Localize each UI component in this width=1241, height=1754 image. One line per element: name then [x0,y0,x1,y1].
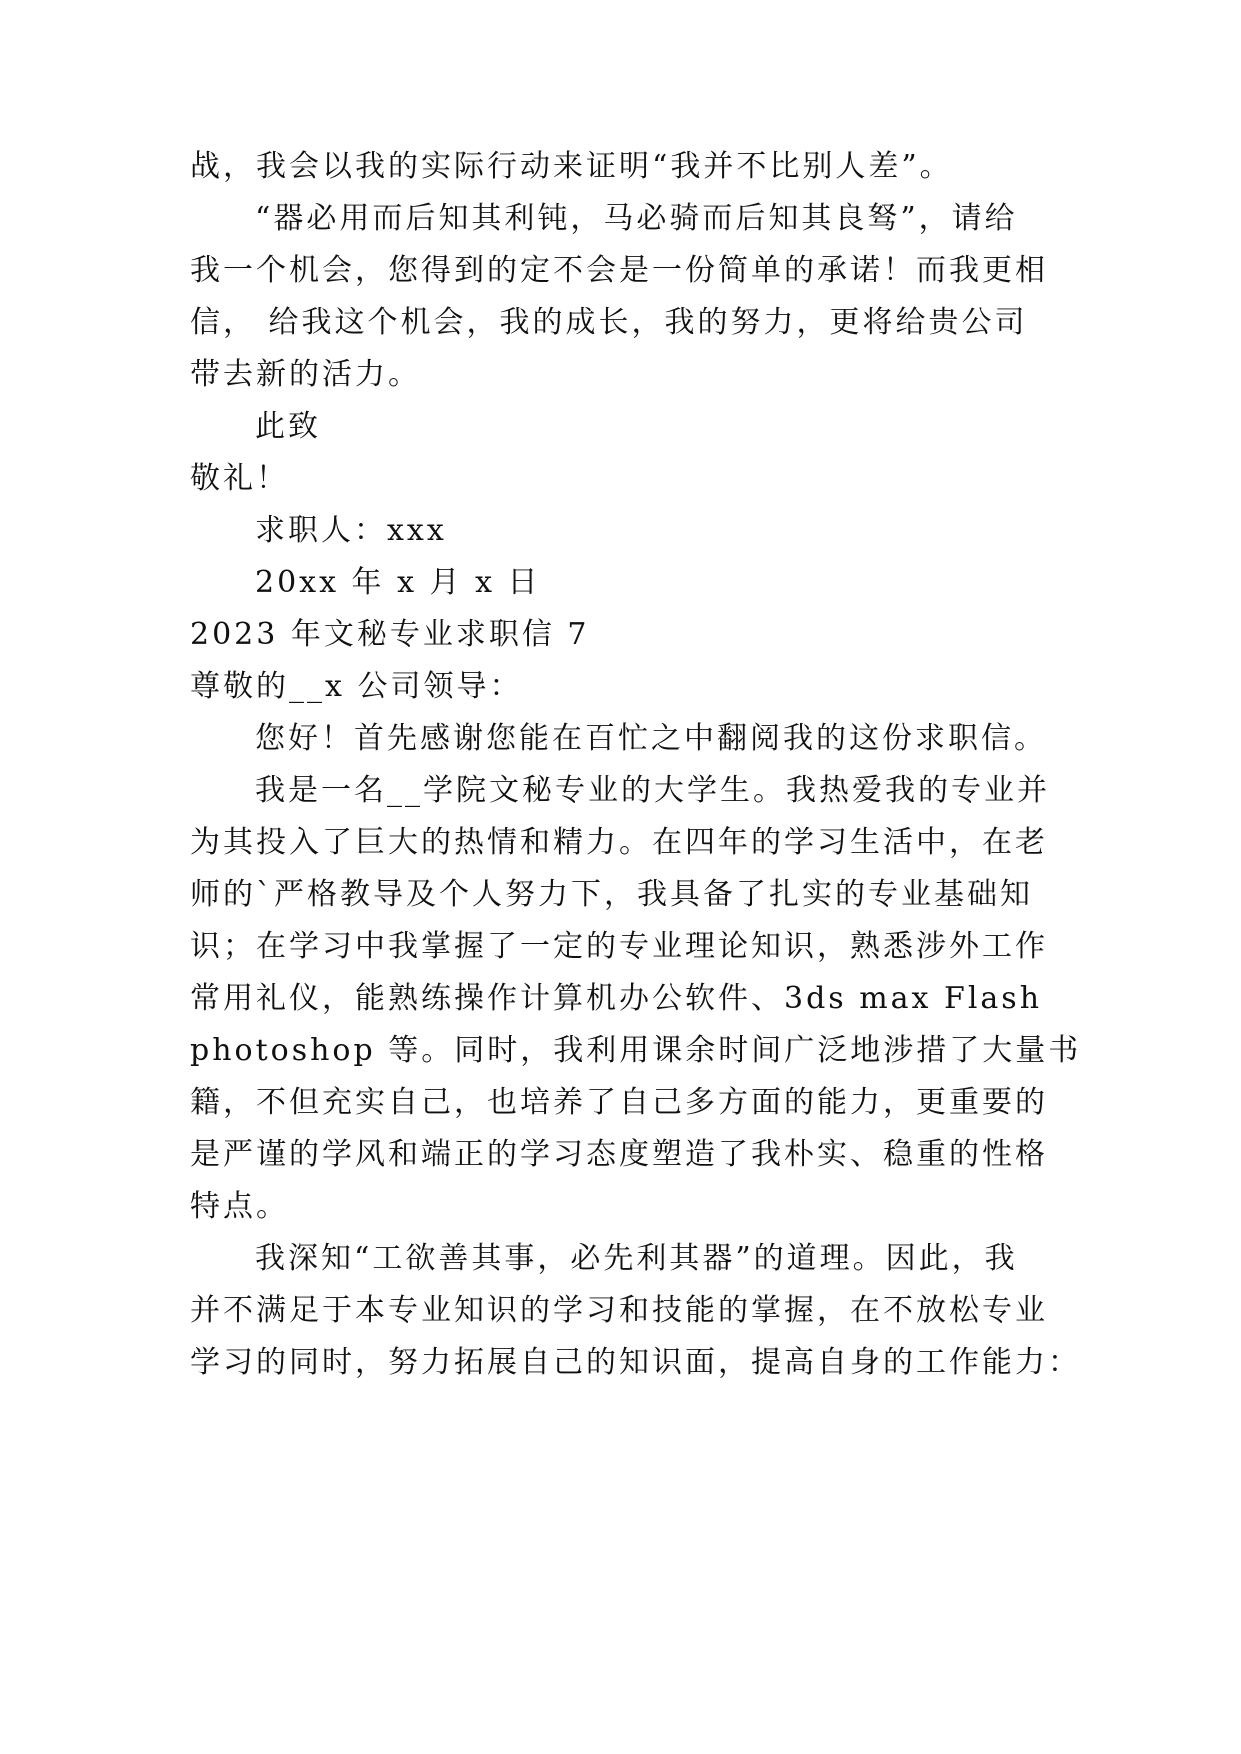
section-title: 2023 年文秘专业求职信 7 [190,617,590,652]
text-line: 特点。 [190,1189,289,1224]
text-line-opening: 您好！首先感谢您能在百忙之中翻阅我的这份求职信。 [255,721,1047,756]
text-line: 常用礼仪，能熟练操作计算机办公软件、3ds max Flash [190,981,1043,1016]
text-line: 我一个机会，您得到的定不会是一份简单的承诺！而我更相 [190,253,1048,288]
text-line: 带去新的活力。 [190,357,421,392]
text-line: 信， 给我这个机会，我的成长，我的努力，更将给贵公司 [190,305,1028,340]
applicant-signature: 求职人：xxx [255,513,447,548]
text-line: photoshop 等。同时，我利用课余时间广泛地涉措了大量书 [190,1033,1082,1068]
text-line-paragraph-start: 我是一名__学院文秘专业的大学生。我热爱我的专业并 [255,773,1050,808]
text-line: 师的`严格教导及个人努力下，我具备了扎实的专业基础知 [190,877,1033,912]
text-line-continuation: 战，我会以我的实际行动来证明“我并不比别人差”。 [190,149,953,184]
closing-phrase: 此致 [255,409,321,444]
text-line: 籍，不但充实自己，也培养了自己多方面的能力，更重要的 [190,1085,1048,1120]
salutation-closing: 敬礼！ [190,461,289,496]
text-line: 是严谨的学风和端正的学习态度塑造了我朴实、稳重的性格 [190,1137,1048,1172]
text-line: 识；在学习中我掌握了一定的专业理论知识，熟悉涉外工作 [190,929,1048,964]
letter-date: 20xx 年 x 月 x 日 [255,565,541,600]
letter-greeting: 尊敬的__x 公司领导： [190,669,523,704]
text-line-paragraph-start: 我深知“工欲善其事，必先利其器”的道理。因此，我 [255,1241,1018,1276]
text-line: 并不满足于本专业知识的学习和技能的掌握，在不放松专业 [190,1293,1048,1328]
text-line: 为其投入了巨大的热情和精力。在四年的学习生活中，在老 [190,825,1048,860]
text-line-quote-paragraph: “器必用而后知其利钝，马必骑而后知其良驽”，请给 [255,201,1018,236]
text-line: 学习的同时，努力拓展自己的知识面，提高自身的工作能力： [190,1345,1081,1380]
